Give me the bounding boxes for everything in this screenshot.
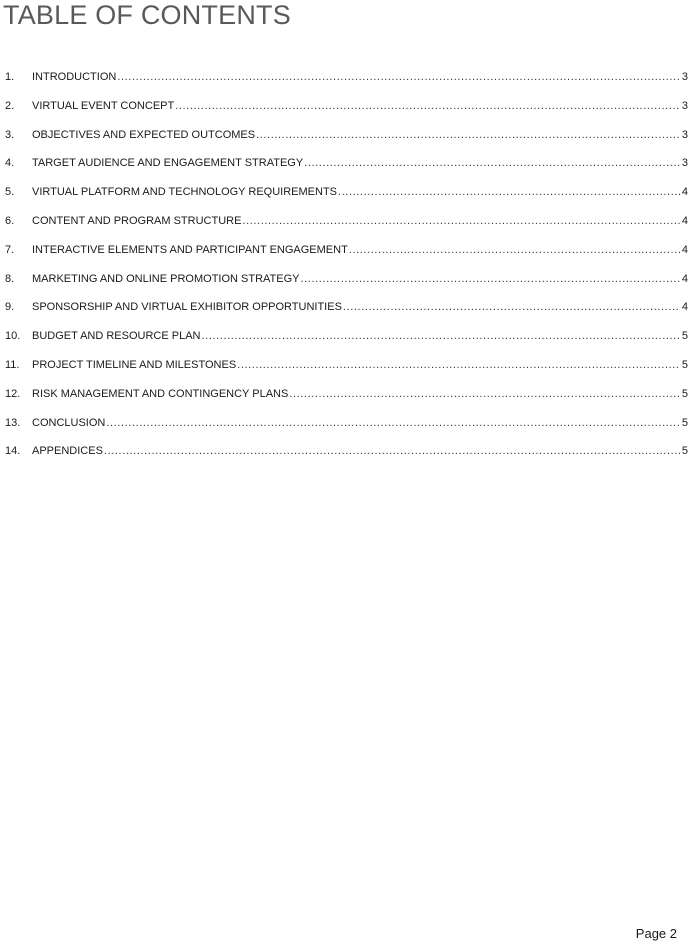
toc-entry-page: 3 (681, 157, 688, 170)
toc-entry-link[interactable]: CONTENT AND PROGRAM STRUCTURE (32, 214, 242, 227)
toc-entry-link[interactable]: RISK MANAGEMENT AND CONTINGENCY PLANS (32, 387, 289, 400)
toc-entry[interactable] (5, 242, 688, 271)
toc-entry-link[interactable]: SPONSORSHIP AND VIRTUAL EXHIBITOR OPPORTUNITIES (32, 301, 342, 314)
toc-entry[interactable] (5, 443, 688, 472)
toc-entry-number: 6. (5, 214, 15, 227)
dot-leader (117, 69, 680, 85)
toc-entry-page: 4 (681, 301, 688, 314)
toc-entry[interactable] (5, 328, 688, 357)
toc-entry-number: 14. (5, 445, 21, 458)
page-title: TABLE OF CONTENTS (3, 0, 291, 30)
toc-entry-number: 3. (5, 128, 15, 141)
toc-entry-link[interactable]: MARKETING AND ONLINE PROMOTION STRATEGY (32, 272, 300, 285)
toc-entry-page: 5 (681, 416, 688, 429)
toc-entry-page: 5 (681, 387, 688, 400)
toc-entry-page: 3 (681, 128, 688, 141)
dot-leader (301, 271, 680, 287)
toc-entry-number: 13. (5, 416, 21, 429)
toc-entry-number: 4. (5, 157, 15, 170)
toc-entry-number: 10. (5, 330, 21, 343)
toc-entry-number: 2. (5, 99, 15, 112)
toc-entry[interactable] (5, 386, 688, 415)
toc-entry[interactable] (5, 155, 688, 184)
dot-leader (237, 357, 680, 373)
toc-entry[interactable] (5, 98, 688, 127)
toc-entry[interactable] (5, 127, 688, 156)
dot-leader (304, 155, 680, 171)
toc-entry-link[interactable]: VIRTUAL PLATFORM AND TECHNOLOGY REQUIREMENTS (32, 186, 337, 199)
dot-leader (104, 443, 680, 459)
toc-entry[interactable] (5, 415, 688, 444)
toc-entry-number: 7. (5, 243, 15, 256)
toc-entry-page: 4 (681, 272, 688, 285)
toc-entry-link[interactable]: INTRODUCTION (32, 71, 117, 83)
page-number: Page 2 (635, 926, 677, 941)
toc-entry-page: 4 (681, 186, 688, 199)
toc-entry-page: 4 (681, 214, 688, 227)
toc-entry-link[interactable]: OBJECTIVES AND EXPECTED OUTCOMES (32, 128, 256, 141)
toc-entry-link[interactable]: TARGET AUDIENCE AND ENGAGEMENT STRATEGY (32, 157, 304, 170)
toc-entry-page: 5 (681, 330, 688, 343)
dot-leader (175, 98, 680, 114)
toc-entry-number: 5. (5, 186, 15, 199)
toc-entry-number: 12. (5, 387, 21, 400)
toc-entry-page: 3 (681, 99, 688, 112)
toc-entry-link[interactable]: PROJECT TIMELINE AND MILESTONES (32, 358, 237, 371)
toc-entry[interactable] (5, 213, 688, 242)
toc-entry-link[interactable]: VIRTUAL EVENT CONCEPT (32, 99, 175, 112)
dot-leader (338, 184, 680, 200)
toc-entry-number: 9. (5, 301, 15, 314)
dot-leader (343, 299, 680, 315)
toc-entry-link[interactable]: CONCLUSION (32, 416, 106, 429)
toc-entry[interactable] (5, 69, 688, 98)
dot-leader (242, 213, 679, 229)
toc-entry-page: 5 (681, 445, 688, 458)
toc-entry-link[interactable]: BUDGET AND RESOURCE PLAN (32, 330, 201, 343)
toc-entry[interactable] (5, 357, 688, 386)
dot-leader (202, 328, 680, 344)
dot-leader (289, 386, 680, 402)
dot-leader (106, 415, 680, 431)
toc-entry[interactable] (5, 184, 688, 213)
dot-leader (256, 127, 680, 143)
dot-leader (349, 242, 680, 258)
toc-list (5, 69, 688, 472)
toc-entry-number: 11. (5, 358, 20, 371)
toc-entry-number: 1. (5, 71, 15, 83)
toc-entry-page: 5 (681, 358, 688, 371)
toc-entry-page: 3 (681, 71, 688, 83)
toc-entry[interactable] (5, 271, 688, 300)
toc-entry-page: 4 (681, 243, 688, 256)
toc-entry-link[interactable]: INTERACTIVE ELEMENTS AND PARTICIPANT ENGAGEMENT (32, 243, 348, 256)
toc-entry-number: 8. (5, 272, 15, 285)
toc-entry-link[interactable]: APPENDICES (32, 445, 103, 458)
toc-entry[interactable] (5, 299, 688, 328)
